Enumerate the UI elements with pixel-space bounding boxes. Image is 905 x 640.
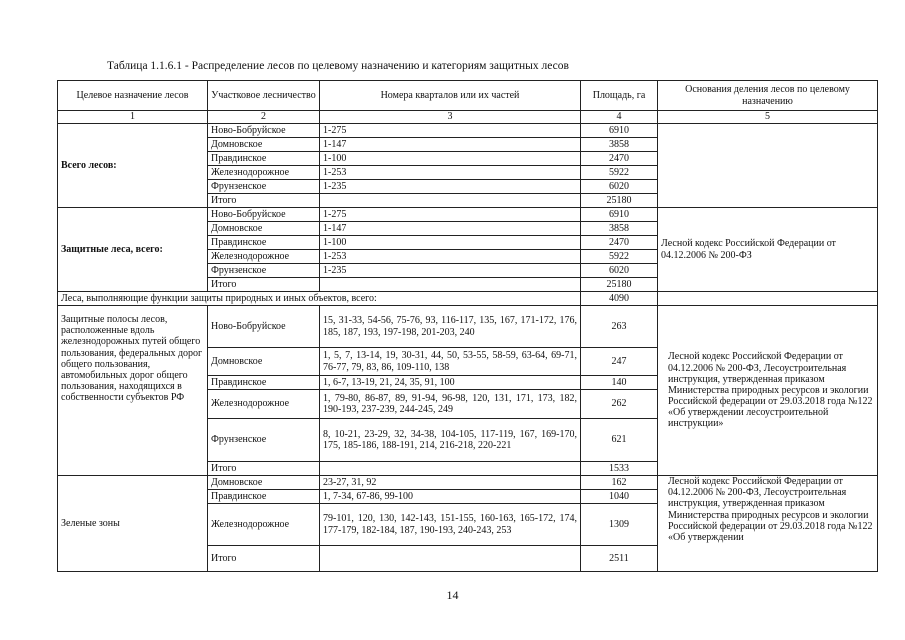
basis-cell — [658, 124, 878, 208]
column-number: 2 — [208, 111, 320, 124]
quarters-cell — [320, 194, 581, 208]
area-cell: 247 — [581, 348, 658, 376]
basis-cell: Лесной кодекс Российской Федерации от 04.12.2006 № 200-ФЗ — [658, 208, 878, 292]
basis-cell: Лесной кодекс Российской Федерации от 04.12.2006 № 200-ФЗ, Лесоустроительная инструкция, утвержденная приказом Министерства природных ресурсов и экологии Российской федерации от 29.03.2018 года №122 «Об утверждении — [658, 476, 878, 572]
district-cell: Домновское — [208, 222, 320, 236]
quarters-cell: 1-275 — [320, 124, 581, 138]
area-cell: 263 — [581, 306, 658, 348]
area-cell: 621 — [581, 419, 658, 462]
district-cell: Железнодорожное — [208, 504, 320, 546]
header-district: Участковое лесничество — [208, 81, 320, 111]
quarters-cell: 1-147 — [320, 138, 581, 152]
basis-cell: Лесной кодекс Российской Федерации от 04.12.2006 № 200-ФЗ, Лесоустроительная инструкция, утвержденная приказом Министерства природных ресурсов и экологии Российской федерации от 29.03.2018 года №122 «Об утверждении лесоустроительной инструкции» — [658, 306, 878, 476]
district-cell: Итого — [208, 194, 320, 208]
table-caption: Таблица 1.1.6.1 - Распределение лесов по целевому назначению и категориям защитных лесов — [107, 60, 569, 72]
column-number: 5 — [658, 111, 878, 124]
district-cell: Домновское — [208, 476, 320, 490]
district-cell: Итого — [208, 546, 320, 572]
category-natural-protection: Леса, выполняющие функции защиты природных и иных объектов, всего: — [58, 292, 581, 306]
area-cell: 140 — [581, 376, 658, 390]
quarters-cell: 1, 79-80, 86-87, 89, 91-94, 96-98, 120, 131, 171, 173, 182, 190-193, 237-239, 244-245, 249 — [320, 390, 581, 419]
column-number: 4 — [581, 111, 658, 124]
district-cell: Фрунзенское — [208, 180, 320, 194]
quarters-cell: 1-100 — [320, 236, 581, 250]
quarters-cell: 1, 5, 7, 13-14, 19, 30-31, 44, 50, 53-55, 58-59, 63-64, 69-71, 76-77, 79, 83, 86, 109-110, 138 — [320, 348, 581, 376]
forest-distribution-table — [57, 80, 878, 572]
area-cell: 262 — [581, 390, 658, 419]
district-cell: Ново-Бобруйское — [208, 306, 320, 348]
district-cell: Правдинское — [208, 152, 320, 166]
district-cell: Правдинское — [208, 490, 320, 504]
column-number: 3 — [320, 111, 581, 124]
header-quarters: Номера кварталов или их частей — [320, 81, 581, 111]
quarters-cell: 1, 7-34, 67-86, 99-100 — [320, 490, 581, 504]
header-area: Площадь, га — [581, 81, 658, 111]
area-cell: 3858 — [581, 138, 658, 152]
quarters-cell: 1-235 — [320, 180, 581, 194]
district-cell: Итого — [208, 278, 320, 292]
category-protective-strips: Защитные полосы лесов, расположенные вдоль железнодорожных путей общего пользования, федеральных дорог общего пользования, автомобильных дорог общего пользования, находящихся в собственности субъектов РФ — [58, 306, 208, 476]
table-row — [58, 208, 878, 222]
quarters-cell: 15, 31-33, 54-56, 75-76, 93, 116-117, 135, 167, 171-172, 176, 185, 187, 193, 197-198, 201-203, 240 — [320, 306, 581, 348]
quarters-cell — [320, 462, 581, 476]
district-cell: Правдинское — [208, 376, 320, 390]
header-purpose: Целевое назначение лесов — [58, 81, 208, 111]
category-green-zones: Зеленые зоны — [58, 476, 208, 572]
area-cell: 6020 — [581, 180, 658, 194]
category-protective-forests: Защитные леса, всего: — [58, 208, 208, 292]
district-cell: Фрунзенское — [208, 419, 320, 462]
table-row-natural-protection — [58, 292, 878, 306]
district-cell: Ново-Бобруйское — [208, 208, 320, 222]
district-cell: Железнодорожное — [208, 250, 320, 264]
quarters-cell: 8, 10-21, 23-29, 32, 34-38, 104-105, 117-119, 167, 169-170, 175, 185-186, 188-191, 214, 216-218, 220-221 — [320, 419, 581, 462]
district-cell: Правдинское — [208, 236, 320, 250]
area-cell: 6910 — [581, 208, 658, 222]
table-row — [58, 124, 878, 138]
quarters-cell: 1-147 — [320, 222, 581, 236]
area-cell: 1533 — [581, 462, 658, 476]
area-cell: 6020 — [581, 264, 658, 278]
area-cell: 5922 — [581, 250, 658, 264]
area-cell: 162 — [581, 476, 658, 490]
district-cell: Домновское — [208, 348, 320, 376]
area-cell: 5922 — [581, 166, 658, 180]
quarters-cell: 79-101, 120, 130, 142-143, 151-155, 160-163, 165-172, 174, 177-179, 182-184, 187, 190-193, 240-243, 253 — [320, 504, 581, 546]
table-row — [58, 476, 878, 490]
area-cell: 2511 — [581, 546, 658, 572]
quarters-cell — [320, 278, 581, 292]
column-number-row — [58, 111, 878, 124]
quarters-cell: 23-27, 31, 92 — [320, 476, 581, 490]
area-cell: 25180 — [581, 278, 658, 292]
category-all-forests: Всего лесов: — [58, 124, 208, 208]
district-cell: Домновское — [208, 138, 320, 152]
area-cell: 3858 — [581, 222, 658, 236]
quarters-cell: 1-235 — [320, 264, 581, 278]
header-row — [58, 81, 878, 111]
district-cell: Итого — [208, 462, 320, 476]
table-row — [58, 306, 878, 348]
district-cell: Фрунзенское — [208, 264, 320, 278]
area-cell: 1309 — [581, 504, 658, 546]
quarters-cell: 1-100 — [320, 152, 581, 166]
area-cell: 2470 — [581, 152, 658, 166]
quarters-cell: 1-253 — [320, 250, 581, 264]
quarters-cell: 1, 6-7, 13-19, 21, 24, 35, 91, 100 — [320, 376, 581, 390]
header-basis: Основания деления лесов по целевому назначению — [658, 81, 878, 111]
quarters-cell — [320, 546, 581, 572]
district-cell: Ново-Бобруйское — [208, 124, 320, 138]
quarters-cell: 1-253 — [320, 166, 581, 180]
area-cell: 1040 — [581, 490, 658, 504]
district-cell: Железнодорожное — [208, 390, 320, 419]
area-cell: 6910 — [581, 124, 658, 138]
area-cell: 4090 — [581, 292, 658, 306]
basis-cell — [658, 292, 878, 306]
area-cell: 2470 — [581, 236, 658, 250]
district-cell: Железнодорожное — [208, 166, 320, 180]
page-number: 14 — [446, 588, 459, 602]
area-cell: 25180 — [581, 194, 658, 208]
column-number: 1 — [58, 111, 208, 124]
quarters-cell: 1-275 — [320, 208, 581, 222]
